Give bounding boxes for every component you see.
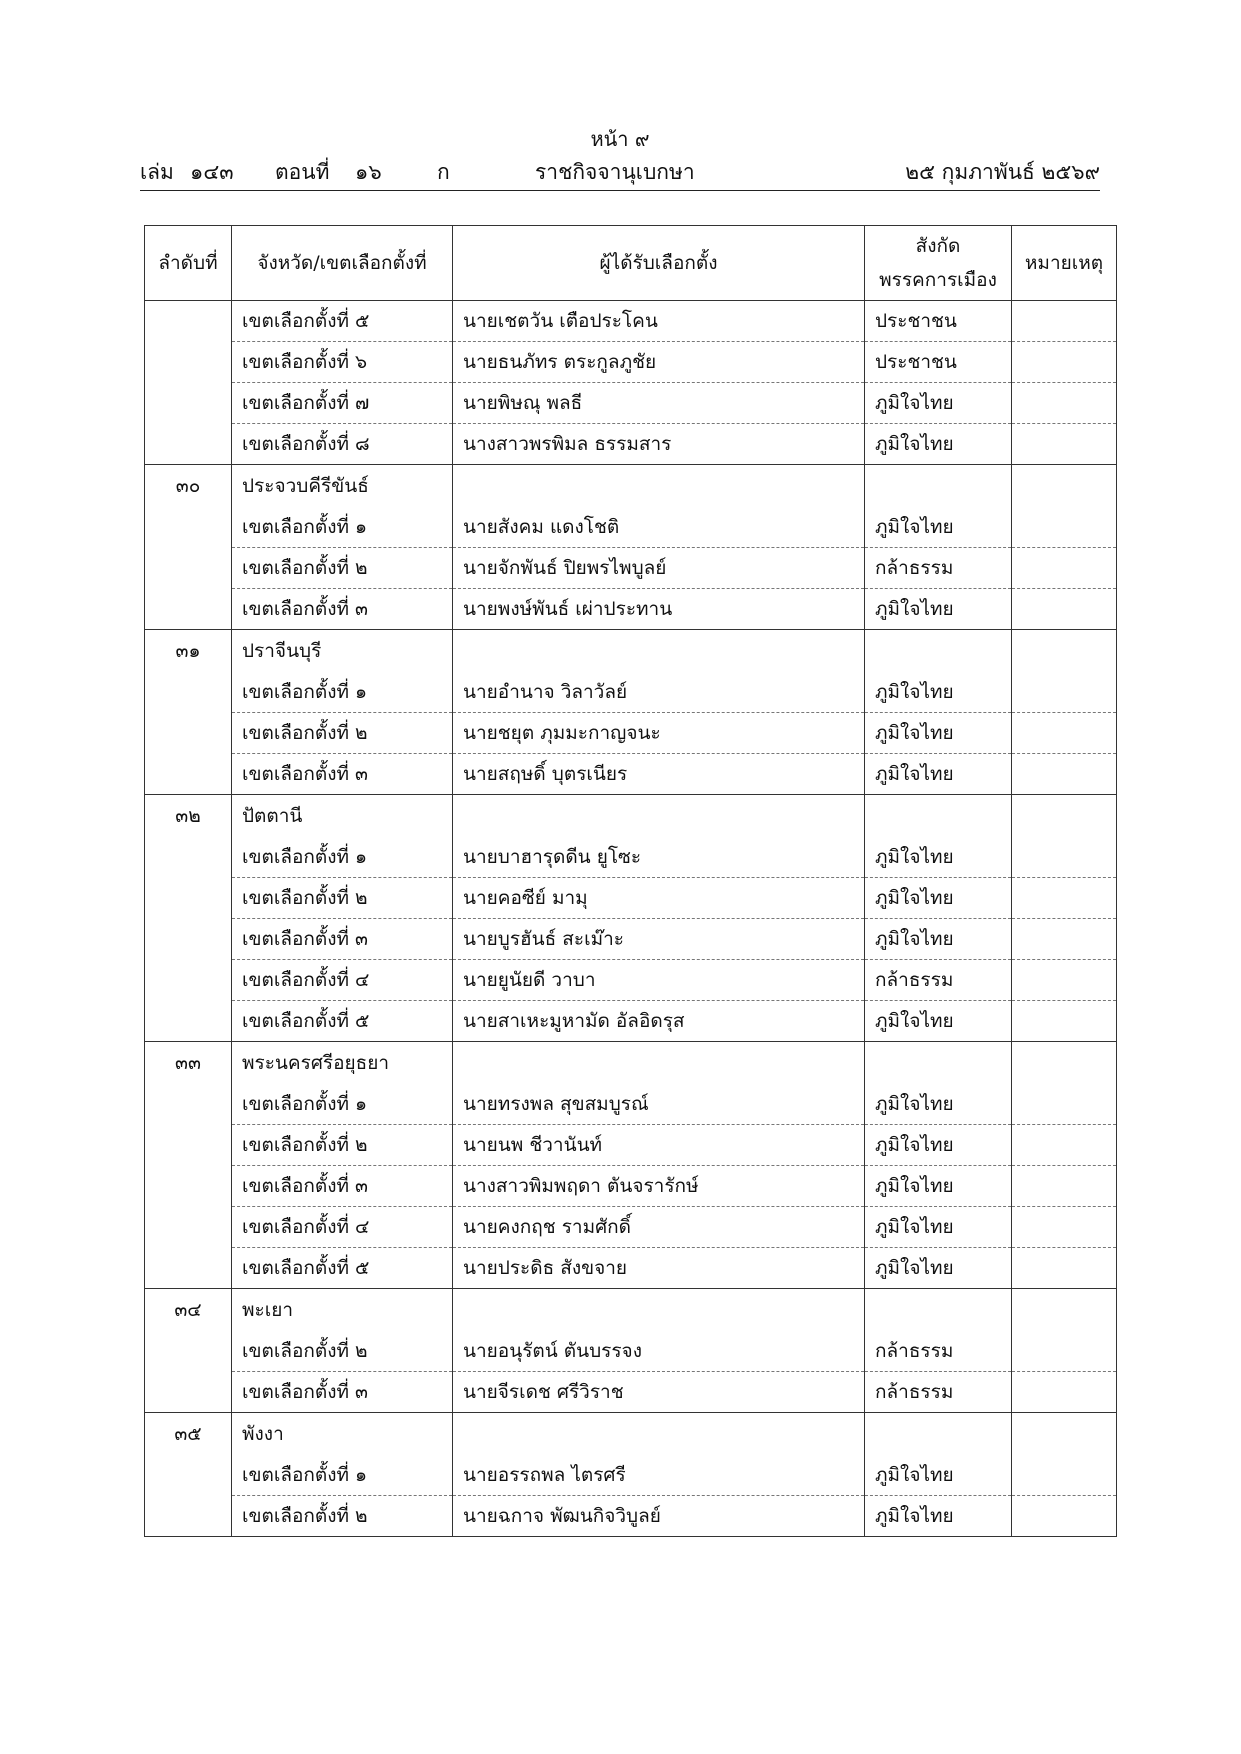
note-cell [1012,548,1117,589]
table-row [145,589,1117,630]
party-cell: กล้าธรรม [865,1331,1012,1372]
header-elected: ผู้ได้รับเลือกตั้ง [453,226,865,301]
table-header-row [145,226,1117,301]
empty-cell [453,465,865,508]
party-cell: ภูมิใจไทย [865,878,1012,919]
order-cell [145,878,232,919]
province-name: พะเยา [232,1289,453,1332]
table-row [145,301,1117,342]
volume-number: ๑๔๓ [190,160,234,184]
empty-cell [453,1413,865,1456]
table-row [145,837,1117,878]
note-cell [1012,713,1117,754]
district-cell: เขตเลือกตั้งที่ ๕ [232,1001,453,1042]
empty-cell [453,1289,865,1332]
note-cell [1012,1248,1117,1289]
party-cell: ภูมิใจไทย [865,1084,1012,1125]
district-cell: เขตเลือกตั้งที่ ๑ [232,1455,453,1496]
volume-label: เล่ม [140,160,174,184]
note-cell [1012,1207,1117,1248]
page-header [140,124,1100,191]
order-cell [145,301,232,342]
elected-name-cell: นายอำนาจ วิลาวัลย์ [453,672,865,713]
district-cell: เขตเลือกตั้งที่ ๓ [232,1372,453,1413]
order-number: ๓๔ [145,1289,232,1332]
elected-name-cell: นายอรรถพล ไตรศรี [453,1455,865,1496]
gazette-title: ราชกิจจานุเบกษา [535,160,695,184]
party-cell: กล้าธรรม [865,1372,1012,1413]
note-cell [1012,754,1117,795]
elected-name-cell: นายสังคม แดงโชติ [453,507,865,548]
district-cell: เขตเลือกตั้งที่ ๒ [232,1496,453,1537]
table-row [145,1372,1117,1413]
table-row [145,424,1117,465]
province-row [145,1289,1117,1332]
party-cell: ประชาชน [865,301,1012,342]
party-cell: ภูมิใจไทย [865,1248,1012,1289]
elected-name-cell: นายเชตวัน เตือประโคน [453,301,865,342]
elected-name-cell: นางสาวพิมพฤดา ตันจรารักษ์ [453,1166,865,1207]
elected-name-cell: นายยูนัยดี วาบา [453,960,865,1001]
district-cell: เขตเลือกตั้งที่ ๖ [232,342,453,383]
table-row [145,1166,1117,1207]
party-cell: ภูมิใจไทย [865,507,1012,548]
elected-name-cell: นายคอซีย์ มามุ [453,878,865,919]
order-cell [145,1496,232,1537]
table-row [145,1248,1117,1289]
order-cell [145,1331,232,1372]
header-party-line2: พรรคการเมือง [879,269,997,291]
table-row [145,1331,1117,1372]
note-cell [1012,837,1117,878]
order-cell [145,672,232,713]
district-cell: เขตเลือกตั้งที่ ๓ [232,754,453,795]
elected-name-cell: นายจักพันธ์ ปิยพรไพบูลย์ [453,548,865,589]
order-cell [145,1125,232,1166]
note-cell [1012,1166,1117,1207]
empty-cell [865,795,1012,838]
note-cell [1012,1084,1117,1125]
party-cell: ภูมิใจไทย [865,424,1012,465]
empty-cell [453,630,865,673]
note-cell [1012,301,1117,342]
table-row [145,878,1117,919]
table-row [145,507,1117,548]
empty-cell [865,1042,1012,1085]
party-cell: กล้าธรรม [865,960,1012,1001]
party-cell: ประชาชน [865,342,1012,383]
table-row [145,383,1117,424]
district-cell: เขตเลือกตั้งที่ ๑ [232,1084,453,1125]
table-row [145,672,1117,713]
header-party-line1: สังกัด [915,235,961,257]
empty-cell [453,1042,865,1085]
issue-label: ตอนที่ [275,160,330,184]
note-cell [1012,878,1117,919]
table-row [145,1125,1117,1166]
district-cell: เขตเลือกตั้งที่ ๕ [232,301,453,342]
elected-name-cell: นายอนุรัตน์ ตันบรรจง [453,1331,865,1372]
elected-name-cell: นายสฤษดิ์ บุตรเนียร [453,754,865,795]
district-cell: เขตเลือกตั้งที่ ๗ [232,383,453,424]
elected-name-cell: นายคงกฤช รามศักดิ์ [453,1207,865,1248]
order-cell [145,383,232,424]
district-cell: เขตเลือกตั้งที่ ๑ [232,672,453,713]
order-number: ๓๐ [145,465,232,508]
order-number: ๓๑ [145,630,232,673]
party-cell: ภูมิใจไทย [865,1166,1012,1207]
election-results-table [144,225,1117,1537]
table-row [145,1207,1117,1248]
district-cell: เขตเลือกตั้งที่ ๓ [232,589,453,630]
note-cell [1012,1042,1117,1085]
note-cell [1012,1455,1117,1496]
party-cell: ภูมิใจไทย [865,1496,1012,1537]
district-cell: เขตเลือกตั้งที่ ๓ [232,1166,453,1207]
order-cell [145,1455,232,1496]
note-cell [1012,960,1117,1001]
empty-cell [865,465,1012,508]
district-cell: เขตเลือกตั้งที่ ๓ [232,919,453,960]
table-row [145,1084,1117,1125]
header-district: จังหวัด/เขตเลือกตั้งที่ [232,226,453,301]
elected-name-cell: นายสาเหะมูหามัด อัลอิดรุส [453,1001,865,1042]
empty-cell [865,630,1012,673]
order-cell [145,1248,232,1289]
elected-name-cell: นายนพ ชีวานันท์ [453,1125,865,1166]
province-name: ประจวบคีรีขันธ์ [232,465,453,508]
order-cell [145,548,232,589]
order-cell [145,960,232,1001]
elected-name-cell: นายพิษณุ พลธี [453,383,865,424]
elected-name-cell: นางสาวพรพิมล ธรรมสาร [453,424,865,465]
province-row [145,465,1117,508]
note-cell [1012,1001,1117,1042]
district-cell: เขตเลือกตั้งที่ ๒ [232,878,453,919]
table-row [145,1455,1117,1496]
district-cell: เขตเลือกตั้งที่ ๔ [232,1207,453,1248]
note-cell [1012,630,1117,673]
empty-cell [453,795,865,838]
district-cell: เขตเลือกตั้งที่ ๒ [232,548,453,589]
party-cell: ภูมิใจไทย [865,919,1012,960]
order-cell [145,1207,232,1248]
district-cell: เขตเลือกตั้งที่ ๒ [232,1331,453,1372]
order-cell [145,1001,232,1042]
order-cell [145,507,232,548]
party-cell: ภูมิใจไทย [865,1125,1012,1166]
district-cell: เขตเลือกตั้งที่ ๕ [232,1248,453,1289]
note-cell [1012,795,1117,838]
province-name: พระนครศรีอยุธยา [232,1042,453,1085]
section-letter: ก [437,160,450,184]
table-row [145,919,1117,960]
table-row [145,1001,1117,1042]
table-body [145,301,1117,1537]
province-row [145,630,1117,673]
elected-name-cell: นายฉกาจ พัฒนกิจวิบูลย์ [453,1496,865,1537]
header-order: ลำดับที่ [145,226,232,301]
elected-name-cell: นายจีรเดช ศรีวิราช [453,1372,865,1413]
order-cell [145,837,232,878]
order-cell [145,754,232,795]
elected-name-cell: นายบูรฮันธ์ สะเม๊าะ [453,919,865,960]
table-row [145,1496,1117,1537]
province-name: ปัตตานี [232,795,453,838]
note-cell [1012,919,1117,960]
page-number: หน้า ๙ [590,127,650,151]
note-cell [1012,465,1117,508]
order-cell [145,713,232,754]
header-party [865,226,1012,301]
order-cell [145,919,232,960]
note-cell [1012,424,1117,465]
elected-name-cell: นายชยุต ภุมมะกาญจนะ [453,713,865,754]
order-cell [145,1166,232,1207]
party-cell: ภูมิใจไทย [865,672,1012,713]
note-cell [1012,1496,1117,1537]
elected-name-cell: นายธนภัทร ตระกูลภูชัย [453,342,865,383]
province-name: พังงา [232,1413,453,1456]
district-cell: เขตเลือกตั้งที่ ๑ [232,837,453,878]
order-cell [145,1084,232,1125]
district-cell: เขตเลือกตั้งที่ ๔ [232,960,453,1001]
district-cell: เขตเลือกตั้งที่ ๑ [232,507,453,548]
note-cell [1012,1372,1117,1413]
note-cell [1012,342,1117,383]
order-number: ๓๕ [145,1413,232,1456]
province-name: ปราจีนบุรี [232,630,453,673]
table-row [145,960,1117,1001]
note-cell [1012,1413,1117,1456]
header-note: หมายเหตุ [1012,226,1117,301]
party-cell: ภูมิใจไทย [865,589,1012,630]
gazette-meta-row [140,154,1100,191]
table-row [145,754,1117,795]
district-cell: เขตเลือกตั้งที่ ๒ [232,713,453,754]
empty-cell [865,1289,1012,1332]
party-cell: ภูมิใจไทย [865,1455,1012,1496]
party-cell: กล้าธรรม [865,548,1012,589]
table-row [145,713,1117,754]
note-cell [1012,383,1117,424]
party-cell: ภูมิใจไทย [865,1001,1012,1042]
elected-name-cell: นายทรงพล สุขสมบูรณ์ [453,1084,865,1125]
note-cell [1012,507,1117,548]
elected-name-cell: นายพงษ์พันธ์ เผ่าประทาน [453,589,865,630]
note-cell [1012,1289,1117,1332]
party-cell: ภูมิใจไทย [865,754,1012,795]
district-cell: เขตเลือกตั้งที่ ๒ [232,1125,453,1166]
elected-name-cell: นายบาฮารุดดีน ยูโซะ [453,837,865,878]
elected-name-cell: นายประดิธ สังขจาย [453,1248,865,1289]
order-number: ๓๓ [145,1042,232,1085]
table-row [145,342,1117,383]
order-cell [145,589,232,630]
order-cell [145,1372,232,1413]
party-cell: ภูมิใจไทย [865,713,1012,754]
party-cell: ภูมิใจไทย [865,1207,1012,1248]
note-cell [1012,1125,1117,1166]
order-cell [145,424,232,465]
publication-date: ๒๕ กุมภาพันธ์ ๒๕๖๙ [905,160,1100,184]
note-cell [1012,672,1117,713]
note-cell [1012,1331,1117,1372]
province-row [145,795,1117,838]
province-row [145,1042,1117,1085]
party-cell: ภูมิใจไทย [865,837,1012,878]
province-row [145,1413,1117,1456]
empty-cell [865,1413,1012,1456]
issue-number: ๑๖ [355,160,382,184]
district-cell: เขตเลือกตั้งที่ ๘ [232,424,453,465]
order-cell [145,342,232,383]
order-number: ๓๒ [145,795,232,838]
table-row [145,548,1117,589]
party-cell: ภูมิใจไทย [865,383,1012,424]
note-cell [1012,589,1117,630]
